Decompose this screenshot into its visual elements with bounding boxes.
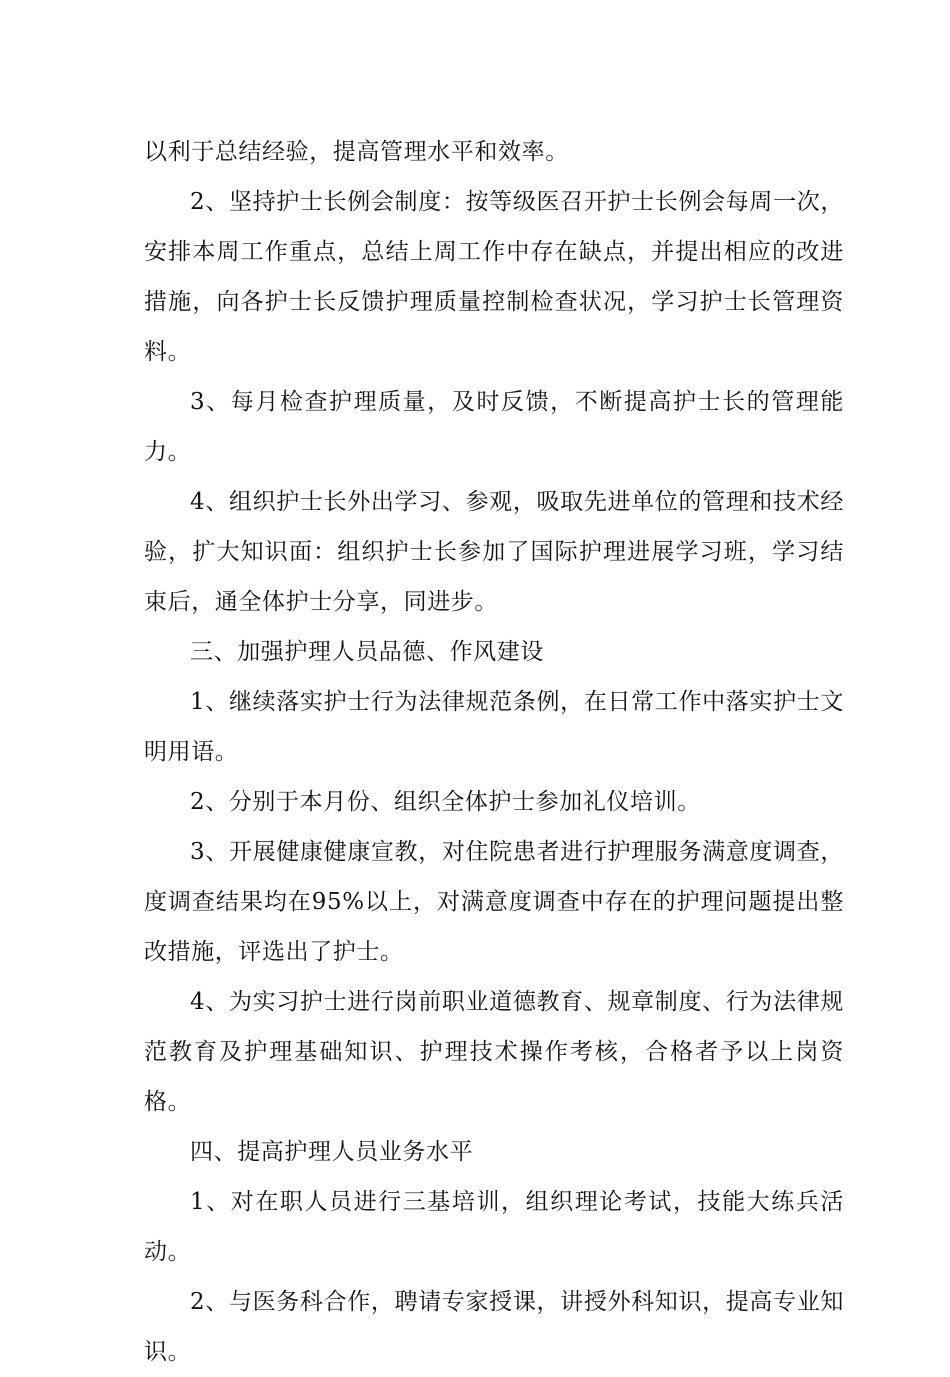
section-heading-4: 四、提高护理人员业务水平 [190, 1139, 474, 1165]
paragraph-item-1-conduct: 1、继续落实护士行为法律规范条例，在日常工作中落实护士文明用语。 [144, 689, 844, 765]
paragraph-item-4-study-visits: 4、组织护士长外出学习、参观，吸取先进单位的管理和技术经验，扩大知识面：组织护士长参加了国际护理进展学习班，学习结束后，通全体护士分享，同进步。 [144, 489, 844, 615]
paragraph-item-3-quality-check: 3、每月检查护理质量，及时反馈，不断提高护士长的管理能力。 [144, 389, 844, 465]
section-heading-3: 三、加强护理人员品德、作风建设 [190, 639, 544, 665]
paragraph-item-2-expert-lectures: 2、与医务科合作，聘请专家授课，讲授外科知识，提高专业知识。 [144, 1289, 844, 1365]
document-body [144, 127, 844, 1377]
paragraph-item-4-intern-training: 4、为实习护士进行岗前职业道德教育、规章制度、行为法律规范教育及护理基础知识、护理技术操作考核，合格者予以上岗资格。 [144, 989, 844, 1115]
paragraph-item-2-etiquette: 2、分别于本月份、组织全体护士参加礼仪培训。 [190, 789, 701, 815]
paragraph-continuation: 以利于总结经验，提高管理水平和效率。 [144, 139, 569, 165]
paragraph-item-3-satisfaction: 3、开展健康健康宣教，对住院患者进行护理服务满意度调查，度调查结果均在95%以上，对满意度调查中存在的护理问题提出整改措施，评选出了护士。 [144, 839, 844, 965]
paragraph-item-2-meetings: 2、坚持护士长例会制度：按等级医召开护士长例会每周一次，安排本周工作重点，总结上周工作中存在缺点，并提出相应的改进措施，向各护士长反馈护理质量控制检查状况，学习护士长管理资料。 [144, 189, 844, 365]
paragraph-item-1-training: 1、对在职人员进行三基培训，组织理论考试，技能大练兵活动。 [144, 1189, 844, 1265]
